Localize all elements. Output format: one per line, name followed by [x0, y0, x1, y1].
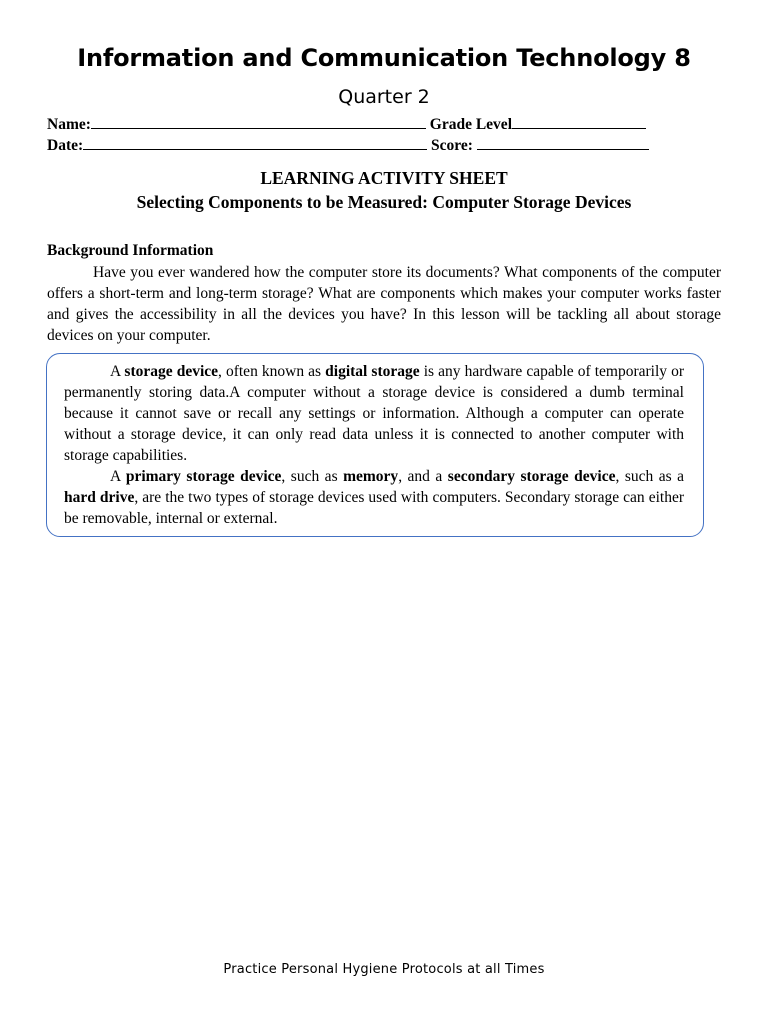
- text-span: , and a: [398, 468, 448, 485]
- term-hard-drive: hard drive: [64, 489, 135, 506]
- score-blank-line: [477, 137, 649, 150]
- name-grade-row: [47, 116, 646, 134]
- grade-level-label: Grade Level: [429, 116, 512, 133]
- text-span: A: [110, 363, 125, 380]
- grade-level-blank-line: [512, 116, 646, 129]
- text-span: , such as: [281, 468, 344, 485]
- name-blank-line: [91, 116, 426, 129]
- date-label: Date:: [47, 137, 84, 154]
- text-span: is any hardware capable of temporarily or permanently storing data.A computer without a storage device is considered a dumb terminal because it cannot save or recall any settings or information. Although a computer can operate without a storage device, it can only read data unless it is connected to another computer with storage capabilities.: [64, 363, 684, 464]
- document-title: Information and Communication Technology 8: [77, 44, 691, 72]
- term-primary-storage-device: primary storage device: [125, 468, 282, 485]
- footer-reminder: Practice Personal Hygiene Protocols at all Times: [223, 962, 545, 977]
- text-span: A: [110, 468, 126, 485]
- term-digital-storage: digital storage: [325, 363, 420, 380]
- lesson-subheading: Selecting Components to be Measured: Computer Storage Devices: [136, 192, 632, 212]
- name-label: Name:: [47, 116, 91, 133]
- quarter-label: Quarter 2: [338, 86, 430, 108]
- date-score-row: [47, 137, 649, 155]
- storage-types-paragraph: [64, 466, 684, 529]
- background-information-heading: Background Information: [47, 242, 214, 259]
- date-blank-line: [83, 137, 427, 150]
- definition-box-text: [64, 361, 684, 529]
- score-label: Score:: [431, 137, 473, 154]
- storage-device-paragraph: [64, 361, 684, 466]
- learning-activity-sheet-heading: LEARNING ACTIVITY SHEET: [260, 168, 508, 188]
- term-memory: memory: [343, 468, 399, 485]
- text-span: , such as a: [615, 468, 684, 485]
- background-information-paragraph: Have you ever wandered how the computer store its documents? What components of the computer offers a short-term and long-term storage? What are components which makes your computer works faster and gives the accessibility in all the devices you have? In this lesson will be tackling all about storage devices on your computer.: [47, 264, 721, 344]
- term-storage-device: storage device: [124, 363, 219, 380]
- text-span: , often known as: [218, 363, 326, 380]
- text-span: , are the two types of storage devices used with computers. Secondary storage can either be removable, internal or external.: [64, 489, 684, 527]
- term-secondary-storage-device: secondary storage device: [447, 468, 616, 485]
